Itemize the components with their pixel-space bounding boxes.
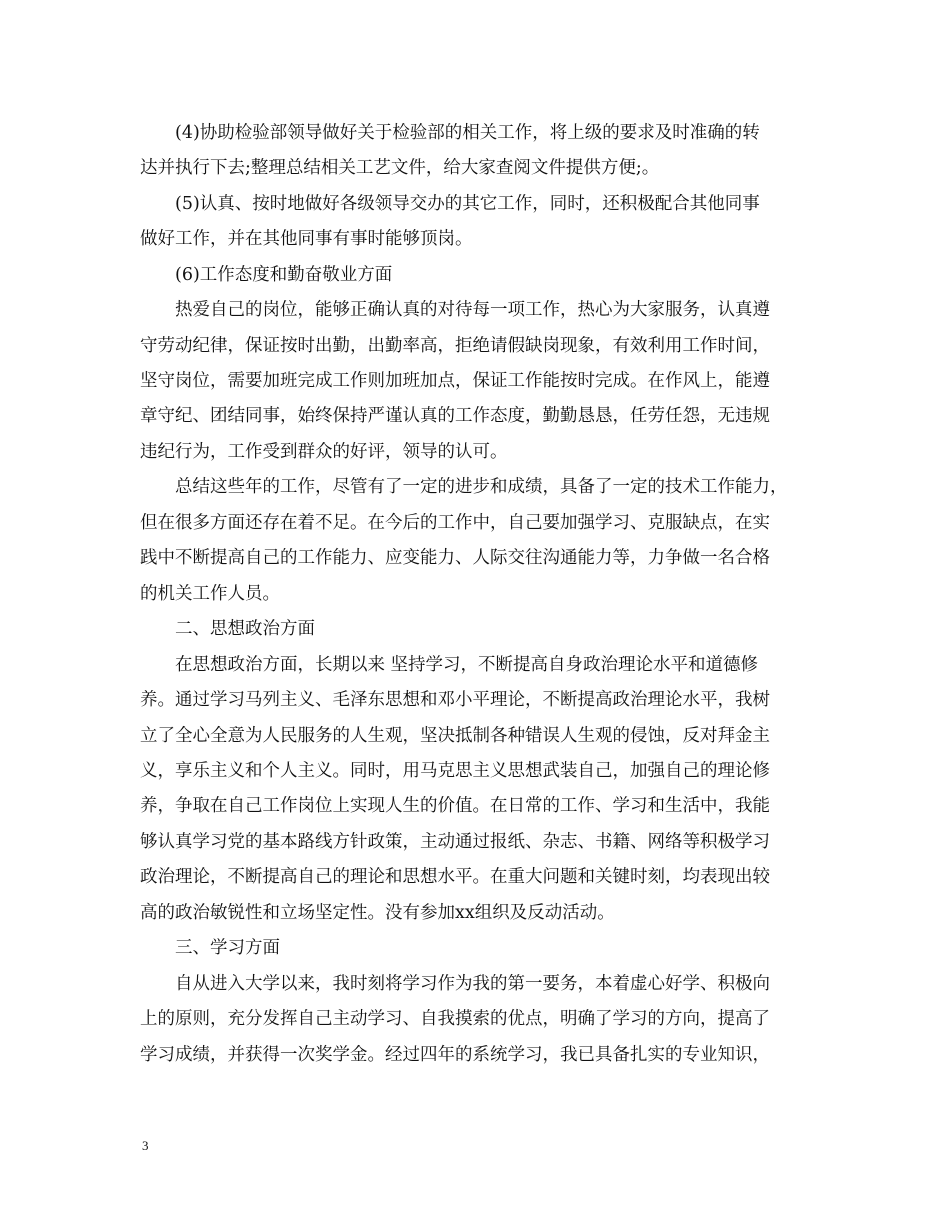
text-line: 坚守岗位，需要加班完成工作则加班加点，保证工作能按时完成。在作风上，能遵 — [140, 371, 770, 391]
text-line: 达并执行下去;整理总结相关工艺文件，给大家查阅文件提供方便;。 — [140, 158, 660, 178]
text-line: 立了全心全意为人民服务的人生观，坚决抵制各种错误人生观的侵蚀，反对拜金主 — [140, 726, 770, 746]
text-line: 政治理论，不断提高自己的理论和思想水平。在重大问题和关键时刻，均表现出较 — [140, 867, 770, 887]
text-line: 总结这些年的工作，尽管有了一定的进步和成绩，具备了一定的技术工作能力， — [175, 477, 788, 497]
text-line: 够认真学习党的基本路线方针政策，主动通过报纸、杂志、书籍、网络等积极学习 — [140, 832, 770, 852]
text-line: (5)认真、按时地做好各级领导交办的其它工作，同时，还积极配合其他同事 — [175, 194, 760, 214]
section-heading: (6)工作态度和勤奋敬业方面 — [175, 265, 393, 285]
section-heading: 三、学习方面 — [175, 938, 280, 958]
text-line: 章守纪、团结同事，始终保持严谨认真的工作态度，勤勤恳恳，任劳任怨，无违规 — [140, 406, 770, 426]
text-line: 在思想政治方面，长期以来 坚持学习，不断提高自身政治理论水平和道德修 — [175, 655, 759, 675]
text-line: 践中不断提高自己的工作能力、应变能力、人际交往沟通能力等，力争做一名合格 — [140, 548, 770, 568]
text-line: 做好工作，并在其他同事有事时能够顶岗。 — [140, 229, 473, 249]
text-line: (4)协助检验部领导做好关于检验部的相关工作，将上级的要求及时准确的转 — [175, 123, 760, 143]
text-line: 高的政治敏锐性和立场坚定性。没有参加xx组织及反动活动。 — [140, 903, 615, 923]
text-line: 自从进入大学以来，我时刻将学习作为我的第一要务，本着虚心好学、积极向 — [175, 974, 770, 994]
section-heading: 二、思想政治方面 — [175, 619, 315, 639]
text-line: 的机关工作人员。 — [140, 584, 280, 604]
text-line: 养。通过学习马列主义、毛泽东思想和邓小平理论，不断提高政治理论水平，我树 — [140, 690, 770, 710]
page-number: 3 — [142, 1138, 149, 1153]
text-line: 学习成绩，并获得一次奖学金。经过四年的系统学习，我已具备扎实的专业知识， — [140, 1045, 770, 1065]
text-line: 上的原则，充分发挥自己主动学习、自我摸索的优点，明确了学习的方向，提高了 — [140, 1009, 770, 1029]
text-line: 但在很多方面还存在着不足。在今后的工作中，自己要加强学习、克服缺点，在实 — [140, 513, 770, 533]
text-line: 违纪行为，工作受到群众的好评，领导的认可。 — [140, 442, 508, 462]
text-line: 守劳动纪律，保证按时出勤，出勤率高，拒绝请假缺岗现象，有效利用工作时间， — [140, 336, 770, 356]
text-line: 养，争取在自己工作岗位上实现人生的价值。在日常的工作、学习和生活中，我能 — [140, 796, 770, 816]
text-line: 义，享乐主义和个人主义。同时，用马克思主义思想武装自己，加强自己的理论修 — [140, 761, 770, 781]
text-line: 热爱自己的岗位，能够正确认真的对待每一项工作，热心为大家服务，认真遵 — [175, 300, 770, 320]
